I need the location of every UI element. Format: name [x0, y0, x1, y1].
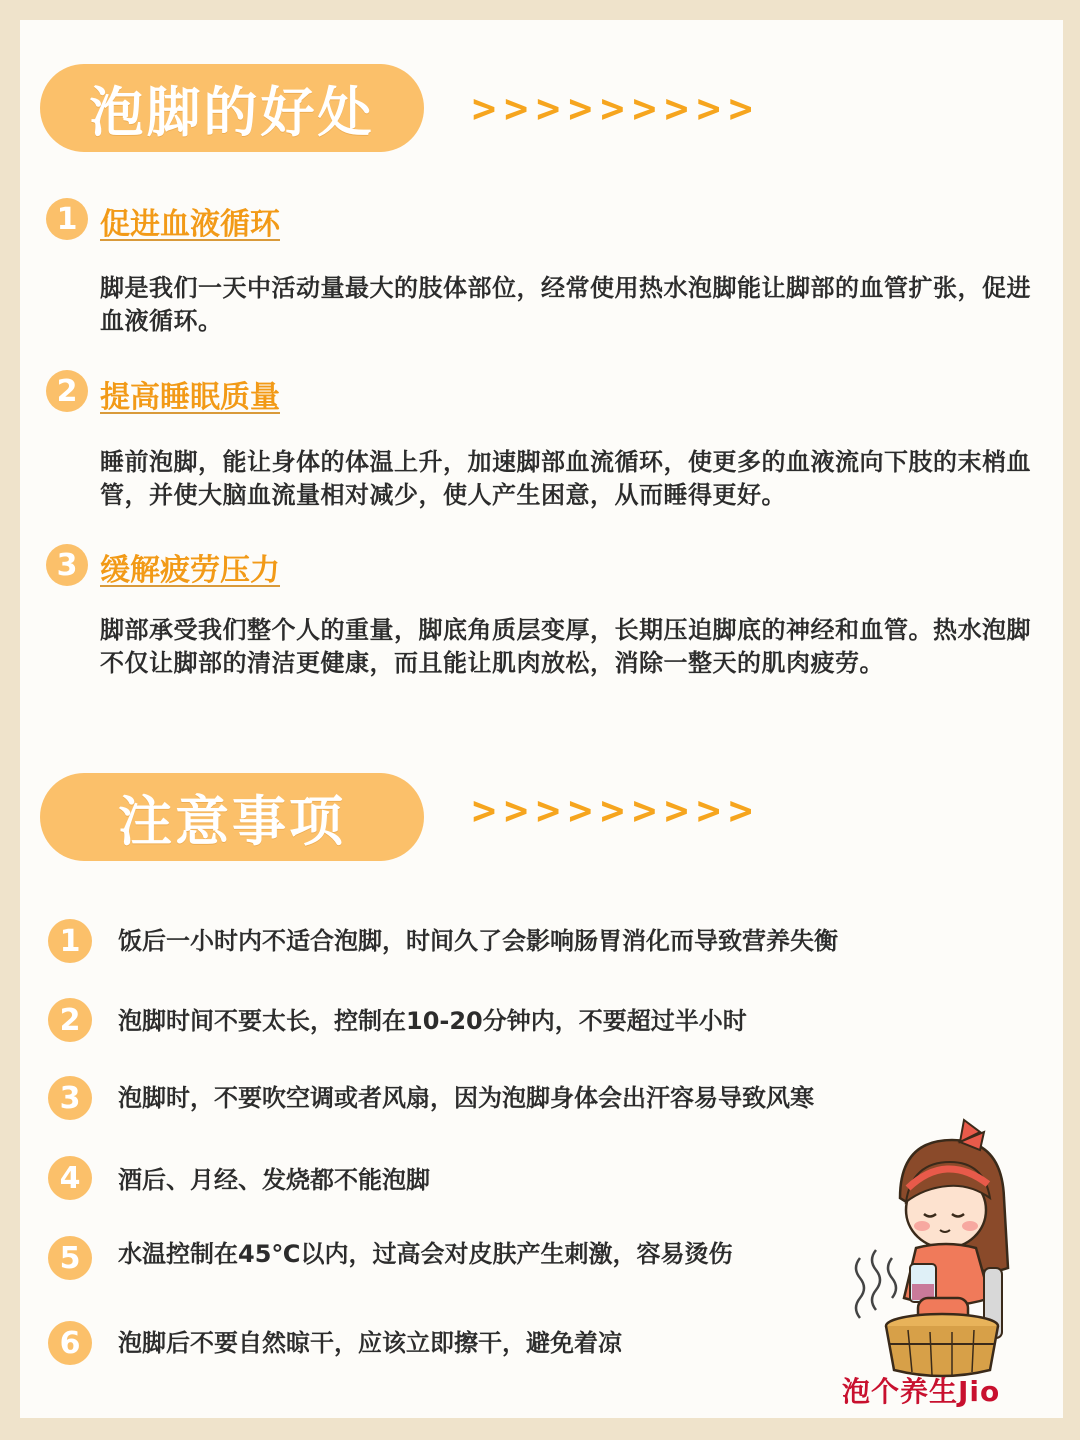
benefit-body-3: 脚部承受我们整个人的重量，脚底角质层变厚，长期压迫脚底的神经和血管。热水泡脚不仅让脚部的清洁更健康，而且能让肌肉放松，消除一整天的肌肉疲劳。 [100, 616, 1031, 677]
benefit-number-1: 1 [46, 198, 88, 240]
note-number-4: 4 [48, 1156, 92, 1200]
note-number-1: 1 [48, 919, 92, 963]
benefit-title-1: 促进血液循环 [100, 207, 280, 242]
benefit-number-2: 2 [46, 370, 88, 412]
note-text-5: 水温控制在45℃以内，过高会对皮肤产生刺激，容易烫伤 [118, 1240, 733, 1268]
note-text-4: 酒后、月经、发烧都不能泡脚 [118, 1166, 430, 1194]
note-text-3: 泡脚时，不要吹空调或者风扇，因为泡脚身体会出汗容易导致风寒 [118, 1084, 814, 1112]
notes-header-pill [40, 773, 424, 861]
benefit-title-2: 提高睡眠质量 [100, 380, 280, 415]
notes-arrows: >>>>>>>>> [472, 788, 761, 834]
note-text-6: 泡脚后不要自然晾干，应该立即擦干，避免着凉 [118, 1329, 622, 1357]
benefit-number-3: 3 [46, 544, 88, 586]
note-number-3: 3 [48, 1076, 92, 1120]
notes-section-title: 注意事项 [118, 789, 346, 853]
benefit-body-2: 睡前泡脚，能让身体的体温上升，加速脚部血流循环，使更多的血液流向下肢的末梢血管，并使大脑血流量相对减少，使人产生困意，从而睡得更好。 [100, 448, 1031, 509]
benefit-body-1: 脚是我们一天中活动量最大的肢体部位，经常使用热水泡脚能让脚部的血管扩张，促进血液循环。 [100, 274, 1031, 335]
note-number-2: 2 [48, 998, 92, 1042]
brand-signature: 泡个养生Jio [842, 1375, 1001, 1408]
note-number-5: 5 [48, 1236, 92, 1280]
note-number-6: 6 [48, 1321, 92, 1365]
benefits-section-title: 泡脚的好处 [89, 80, 375, 144]
benefit-title-3: 缓解疲劳压力 [100, 553, 280, 588]
note-text-2: 泡脚时间不要太长，控制在10-20分钟内，不要超过半小时 [118, 1007, 747, 1035]
benefits-header-pill [40, 64, 424, 152]
benefits-arrows: >>>>>>>>> [472, 86, 761, 132]
note-text-1: 饭后一小时内不适合泡脚，时间久了会影响肠胃消化而导致营养失衡 [118, 927, 838, 955]
